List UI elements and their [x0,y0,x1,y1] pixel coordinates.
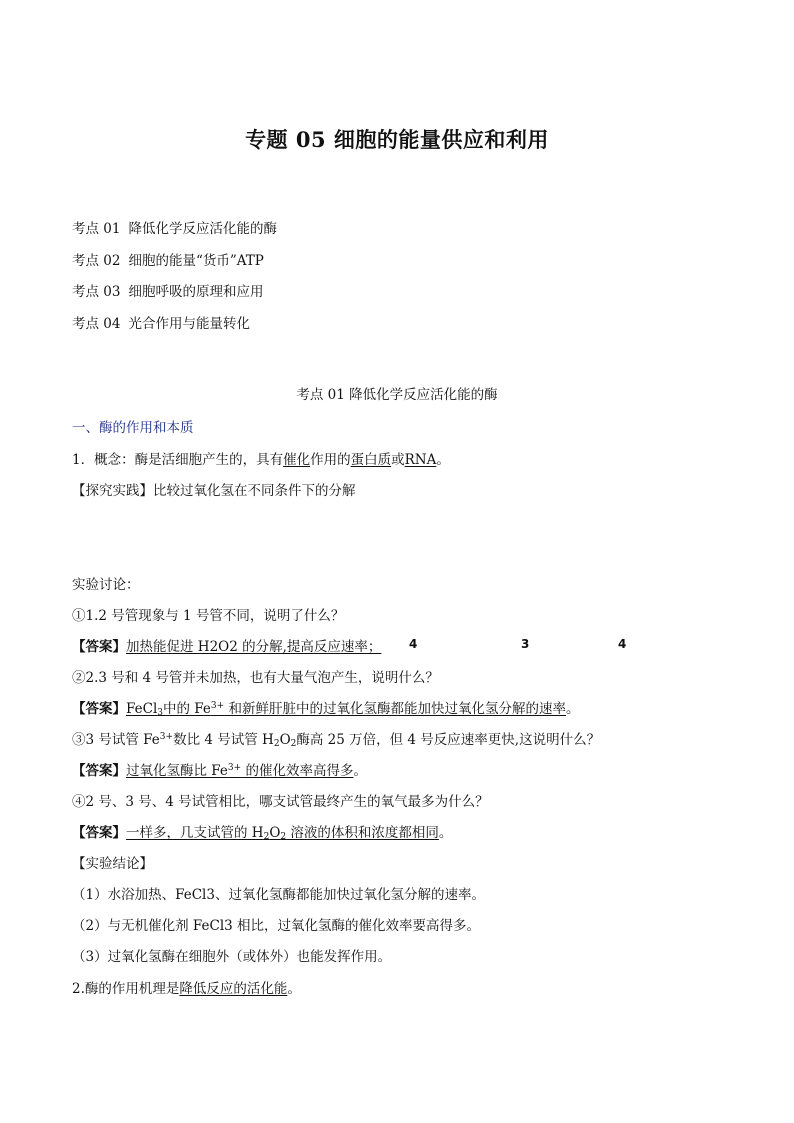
toc-item-number: 考点 01 [72,221,121,237]
concept-text: 作用的 [310,452,351,468]
answer-text-part: FeCl [126,701,158,717]
answer-1 [72,638,381,656]
conclusion-item-3: （3）过氧化氢酶在细胞外（或体外）也能发挥作用。 [72,949,392,965]
answer-text-part: 过氧化氢酶比 Fe [126,763,228,779]
conclusion-item-1: （1）水浴加热、FeCl3、过氧化氢酶都能加快过氧化氢分解的速率。 [72,887,485,903]
concept-term-rna: RNA [404,452,437,468]
answer-tag: 【答案】 [72,639,126,655]
discussion-label: 实验讨论： [72,577,140,593]
toc-item-label: 细胞呼吸的原理和应用 [128,284,264,300]
section-number: 考点 01 [296,387,345,403]
answer-text-part: O [269,825,281,841]
toc-item-label: 细胞的能量“货币”ATP [128,253,264,269]
superscript: 3+ [227,763,242,773]
mechanism-paragraph [72,980,301,998]
toc-item-number: 考点 04 [72,316,121,332]
answer-text [126,701,566,717]
answer-text [126,825,439,841]
subscript: 3 [157,708,163,718]
question-text-part: 数比 4 号试管 H [173,732,274,748]
concept-term-protein: 蛋白质 [350,452,392,468]
subscript: 2 [263,832,270,842]
subsection-heading: 一、酶的作用和本质 [72,420,194,436]
conclusion-item-2: （2）与无机催化剂 FeCl3 相比，过氧化氢酶的催化效率要高得多。 [72,918,481,934]
answer-end: 。 [566,701,580,717]
answer-tag: 【答案】 [72,825,126,841]
answer-text-part: 中的 Fe [163,701,211,717]
answer-2 [72,700,580,718]
answer-text-part: 和新鲜肝脏中的过氧化氢酶都能加快过氧化氢分解的速率 [224,701,566,717]
practice-tag: 【探究实践】 [72,483,153,499]
question-2: ②2.3 号和 4 号管并未加热，也有大量气泡产生，说明什么？ [72,670,439,686]
concept-text: 1．概念：酶是活细胞产生的，具有 [72,452,284,468]
superscript: 3+ [210,701,225,711]
toc-item-2[interactable] [72,252,264,270]
toc-item-number: 考点 02 [72,253,121,269]
answer-4 [72,824,452,842]
answer-text [126,763,354,779]
answer-text-part: 一样多，几支试管的 H [126,825,264,841]
question-text-part: ③3 号试管 Fe [72,732,160,748]
stray-digit: 3 [521,637,530,651]
question-1: ①1.2 号管现象与 1 号管不同，说明了什么？ [72,608,345,624]
toc-item-4[interactable] [72,315,250,333]
stray-digit: 4 [618,637,627,651]
question-4: ④2 号、3 号、4 号试管相比，哪支试管最终产生的氧气最多为什么？ [72,794,489,810]
page-title: 专题 05 细胞的能量供应和利用 [245,127,549,152]
mechanism-term: 降低反应的活化能 [179,981,288,997]
answer-3 [72,762,367,780]
superscript: 3+ [159,732,174,742]
concept-paragraph [72,451,450,469]
practice-line [72,482,356,500]
subscript: 2 [273,739,280,749]
toc-item-label: 光合作用与能量转化 [128,316,250,332]
question-text-part: 酶高 25 万倍，但 4 号反应速率更快,这说明什么？ [296,732,601,748]
subscript: 2 [290,739,297,749]
mechanism-text: 。 [287,981,301,997]
answer-text: 加热能促进 H2O2 的分解,提高反应速率； [126,639,382,655]
answer-end: 。 [353,763,367,779]
concept-text: 。 [436,452,450,468]
toc-item-1[interactable] [72,220,277,238]
conclusion-label: 【实验结论】 [72,856,153,872]
question-3 [72,731,600,749]
practice-text: 比较过氧化氢在不同条件下的分解 [153,483,356,499]
answer-end: 。 [438,825,453,841]
stray-digit: 4 [409,637,418,651]
answer-text-part: 的催化效率高得多 [241,763,354,779]
answer-text-part: 溶液的体积和浓度都相同 [286,825,439,841]
answer-tag: 【答案】 [72,701,126,717]
toc-item-label: 降低化学反应活化能的酶 [128,221,277,237]
toc-item-number: 考点 03 [72,284,121,300]
answer-tag: 【答案】 [72,763,126,779]
question-text-part: O [279,732,291,748]
concept-term-catalysis: 催化 [283,452,311,468]
section-title: 降低化学反应活化能的酶 [349,387,498,403]
section-heading [0,386,794,404]
toc-item-3[interactable] [72,283,263,301]
concept-text: 或 [391,452,405,468]
subscript: 2 [280,832,287,842]
mechanism-text: 2.酶的作用机理是 [72,981,180,997]
